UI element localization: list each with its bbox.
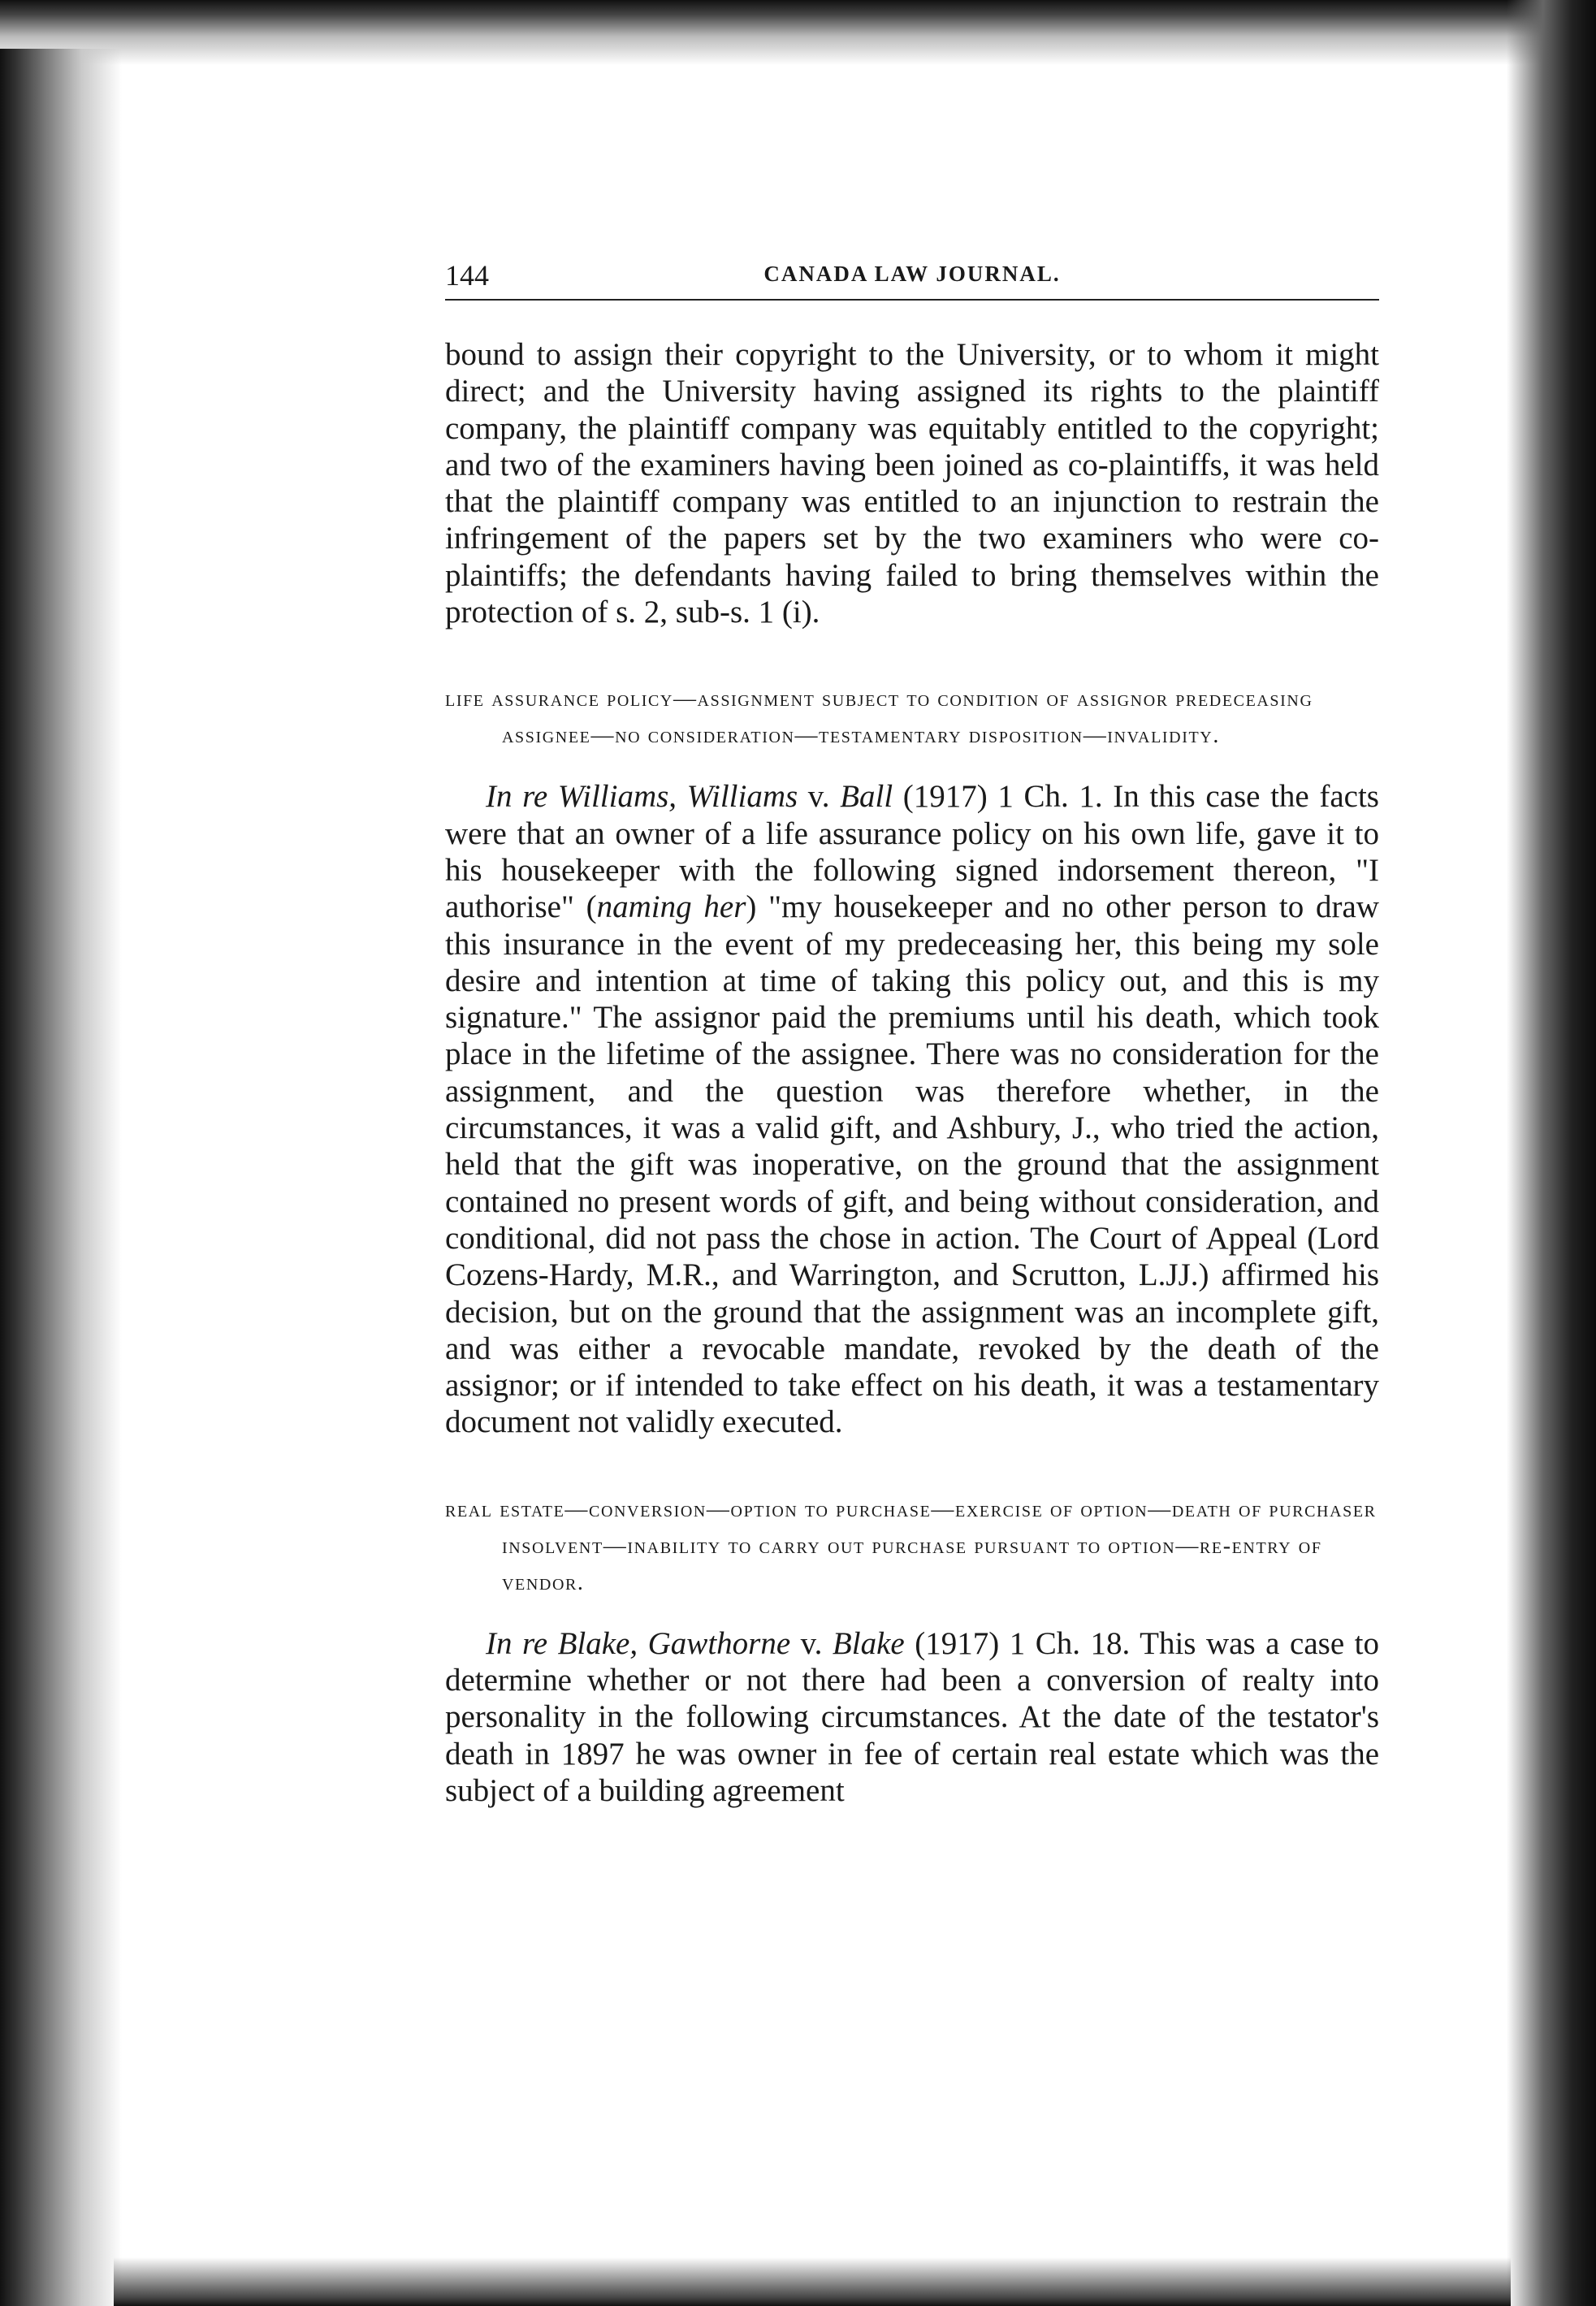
scan-edge-top [0, 0, 1596, 65]
paragraph-in-re-blake [445, 1625, 1379, 1809]
case-party: Blake [832, 1625, 905, 1661]
scan-edge-left [0, 49, 122, 2306]
scan-edge-right [1507, 0, 1596, 2306]
case-name: In re Blake, Gawthorne [486, 1625, 791, 1661]
journal-title: CANADA LAW JOURNAL. [763, 262, 1061, 286]
case-versus: v. [790, 1625, 833, 1661]
paragraph-body: This was a case to determine whether or not there had been a conversion of realty into personality in the following circumstances. At the date of the testator's death in 1897 he was owner in fee of certain real estate which was the subject of a building agreement [445, 1625, 1379, 1808]
paragraph-in-re-williams [445, 778, 1379, 1440]
page-number: 144 [445, 259, 489, 292]
paragraph-body-start: In this case the facts were that an owner of a life assurance policy on his own life, gave it to his housekeeper with the following signed indorsement thereon, "I authorise" ( [445, 779, 1379, 925]
section-heading-life-assurance: life assurance policy—assignment subject to condition of assignor predeceasing assignee—no consideration—testamentary disposition—invalidity. [445, 686, 1313, 749]
paragraph-continuation: bound to assign their copyright to the University, or to whom it might direct; and the University having assigned its rights to the plaintiff company, the plaintiff company was equitably entitled to the copyright; and two of the examiners having been joined as co-plaintiffs, it was held that the plaintiff company was entitled to an injunction to restrain the infringement of the papers set by the two examiners who were co-plaintiffs; the defendants having failed to bring themselves within the protection of s. 2, sub-s. 1 (i). [445, 337, 1379, 630]
paragraph-body-end: ) "my housekeeper and no other person to draw this insurance in the event of my predeceasing her, this being my sole desire and intention at time of taking this policy out, and this is my signature." The assignor paid the premiums until his death, which took place in the lifetime of the assignee. There was no consideration for the assignment, and the question was therefore whether, in the circumstances, it was a valid gift, and Ashbury, J., who tried the action, held that the gift was inoperative, on the ground that the assignment contained no present words of gift, and being without consideration, and conditional, did not pass the chose in action. The Court of Appeal (Lord Cozens-Hardy, M.R., and Warrington, and Scrutton, L.JJ.) affirmed his decision, but on the ground that the assignment was an incomplete gift, and was either a revocable mandate, revoked by the death of the assignor; or if intended to take effect on his death, it was a testamentary document not validly executed. [445, 889, 1379, 1440]
case-citation: (1917) 1 Ch. 1. [893, 779, 1114, 815]
case-versus: v. [798, 779, 841, 815]
naming-her: naming her [596, 889, 746, 925]
case-party: Ball [840, 779, 893, 815]
page-content [445, 258, 1379, 1809]
scan-edge-bottom [114, 2257, 1511, 2306]
case-citation: (1917) 1 Ch. 18. [904, 1625, 1140, 1661]
section-heading-real-estate: real estate—conversion—option to purchase—exercise of option—death of purchaser insolvent—inability to carry out purchase pursuant to option—re-entry of vendor. [445, 1496, 1377, 1595]
case-name: In re Williams, Williams [486, 779, 798, 815]
running-head [445, 258, 1379, 301]
